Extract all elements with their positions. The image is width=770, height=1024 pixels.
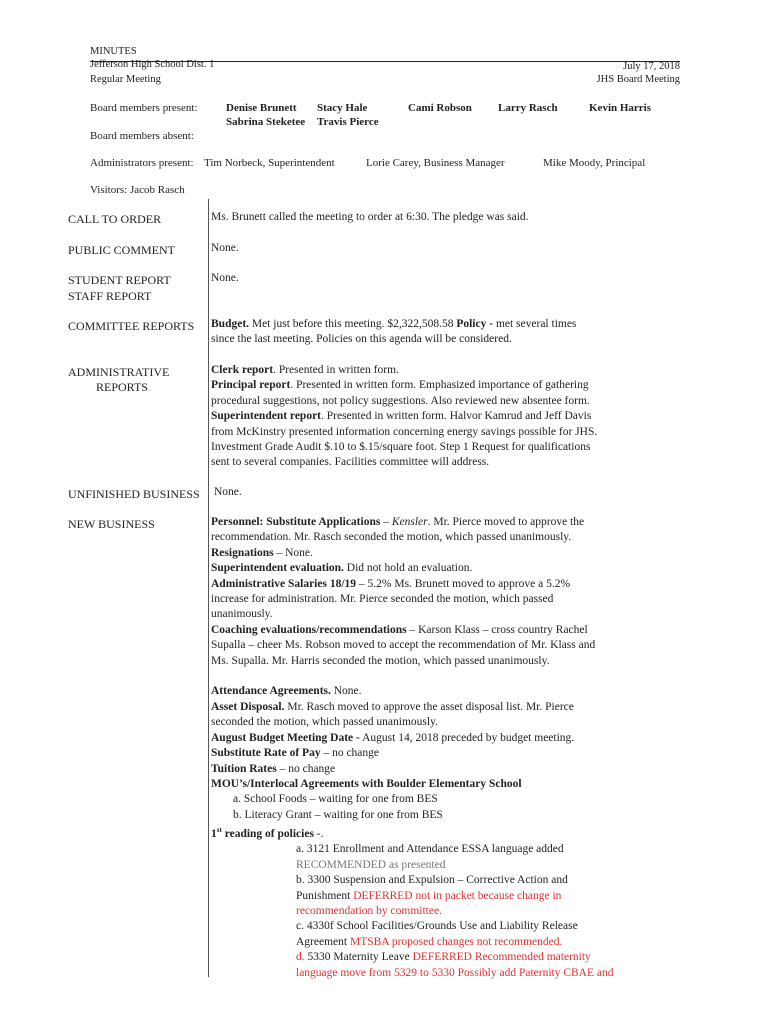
committee-reports-text: Budget. Met just before this meeting. $2,322,508.58 Policy - met several times since the last meeting. Policies on this agenda will be considered. xyxy=(211,318,577,346)
admin-name: Tim Norbeck, Superintendent xyxy=(204,157,335,169)
label-call-to-order: CALL TO ORDER xyxy=(68,212,162,226)
member-name: Stacy Hale xyxy=(317,102,368,114)
board-name: JHS Board Meeting xyxy=(596,74,680,85)
admin-name: Mike Moody, Principal xyxy=(543,157,646,169)
label-administrative: ADMINISTRATIVE xyxy=(68,365,170,379)
new-business-text: Personnel: Substitute Applications – Kensler. Mr. Pierce moved to approve the recommendation. Mr. Rasch seconded the motion, which passed unanimously. Resignations – None. Superintendent evaluation. Did not hold an evaluation. Administrative Salaries 18/19 – 5.2% Ms. Brunett moved to approve a 5.2% increase for administration. Mr. Pierce seconded the motion, which passed unanimously. Coaching evaluations/recommendations – Karson Klass – cross country Rachel Supalla – cheer Ms. Robson moved to accept the recommendation of Mr. Klass and Ms. Supalla. Mr. Harris seconded the motion, which passed unanimously. Attendance Agreements. None. Asset Disposal. Mr. Rasch moved to approve the asset disposal list. Mr. Pierce seconded the motion, which passed unanimously. August Budget Meeting Date - August 14, 2018 preceded by budget meeting. Substitute Rate of Pay – no change Tuition Rates – no change MOU’s/Interlocal Agreements with Boulder Elementary School a. School Foods – waiting for one from BES b. Literacy Grant – waiting for one from BES 1st reading of policies -. a. 3121 Enrollment and Attendance ESSA language added RECOMMENDED as presented b. 3300 Suspension and Expulsion – Corrective Action and Punishment DEFERRED not in packet because change in recommendation by committee. c. 4330f School Facilities/Grounds Use and Liability Release Agreement MTSBA proposed changes not recommended. d. 5330 Maternity Leave DEFERRED Recommended maternity language move from 5329 to 5330 Possibly add Paternity CBAE and xyxy=(211,516,614,979)
label-public-comment: PUBLIC COMMENT xyxy=(68,243,176,257)
member-name: Travis Pierce xyxy=(317,116,379,128)
present-label: Board members present: xyxy=(90,102,198,114)
label-committee-reports: COMMITTEE REPORTS xyxy=(68,319,195,333)
administrative-reports-text: Clerk report. Presented in written form. Principal report. Presented in written form. Emphasized importance of gathering procedural suggestions, not policy suggestions. Also reviewed new absentee form. Superintendent report. Presented in written form. Halvor Kamrud and Jeff Davis from McKinstry presented information concerning energy savings possible for JHS. Investment Grade Audit $.10 to $.15/square foot. Step 1 Request for qualifications sent to several companies. Facilities committee will address. xyxy=(211,364,598,469)
absent-label: Board members absent: xyxy=(90,130,194,142)
admin-name: Lorie Carey, Business Manager xyxy=(366,157,505,169)
meeting-type: Regular Meeting xyxy=(90,74,161,85)
label-unfinished-business: UNFINISHED BUSINESS xyxy=(68,487,200,501)
label-new-business: NEW BUSINESS xyxy=(68,517,155,531)
student-report-text: None. xyxy=(211,272,239,284)
header-rule xyxy=(90,61,680,62)
member-name: Sabrina Steketee xyxy=(226,116,306,128)
member-name: Cami Robson xyxy=(408,102,472,114)
admin-label: Administrators present: xyxy=(90,157,194,169)
member-name: Denise Brunett xyxy=(226,102,297,114)
label-reports: REPORTS xyxy=(96,380,148,394)
member-name: Kevin Harris xyxy=(589,102,652,114)
meeting-date: July 17, 2018 xyxy=(623,61,680,72)
unfinished-business-text: None. xyxy=(214,486,242,498)
district-name: Jefferson High School Dist. 1 xyxy=(90,59,215,70)
visitors: Visitors: Jacob Rasch xyxy=(90,184,185,196)
document-heading: MINUTES xyxy=(90,46,137,57)
column-divider xyxy=(208,199,209,977)
label-student-report: STUDENT REPORT xyxy=(68,273,171,287)
call-to-order-text: Ms. Brunett called the meeting to order at 6:30. The pledge was said. xyxy=(211,211,529,223)
member-name: Larry Rasch xyxy=(498,102,558,114)
label-staff-report: STAFF REPORT xyxy=(68,289,152,303)
public-comment-text: None. xyxy=(211,242,239,254)
